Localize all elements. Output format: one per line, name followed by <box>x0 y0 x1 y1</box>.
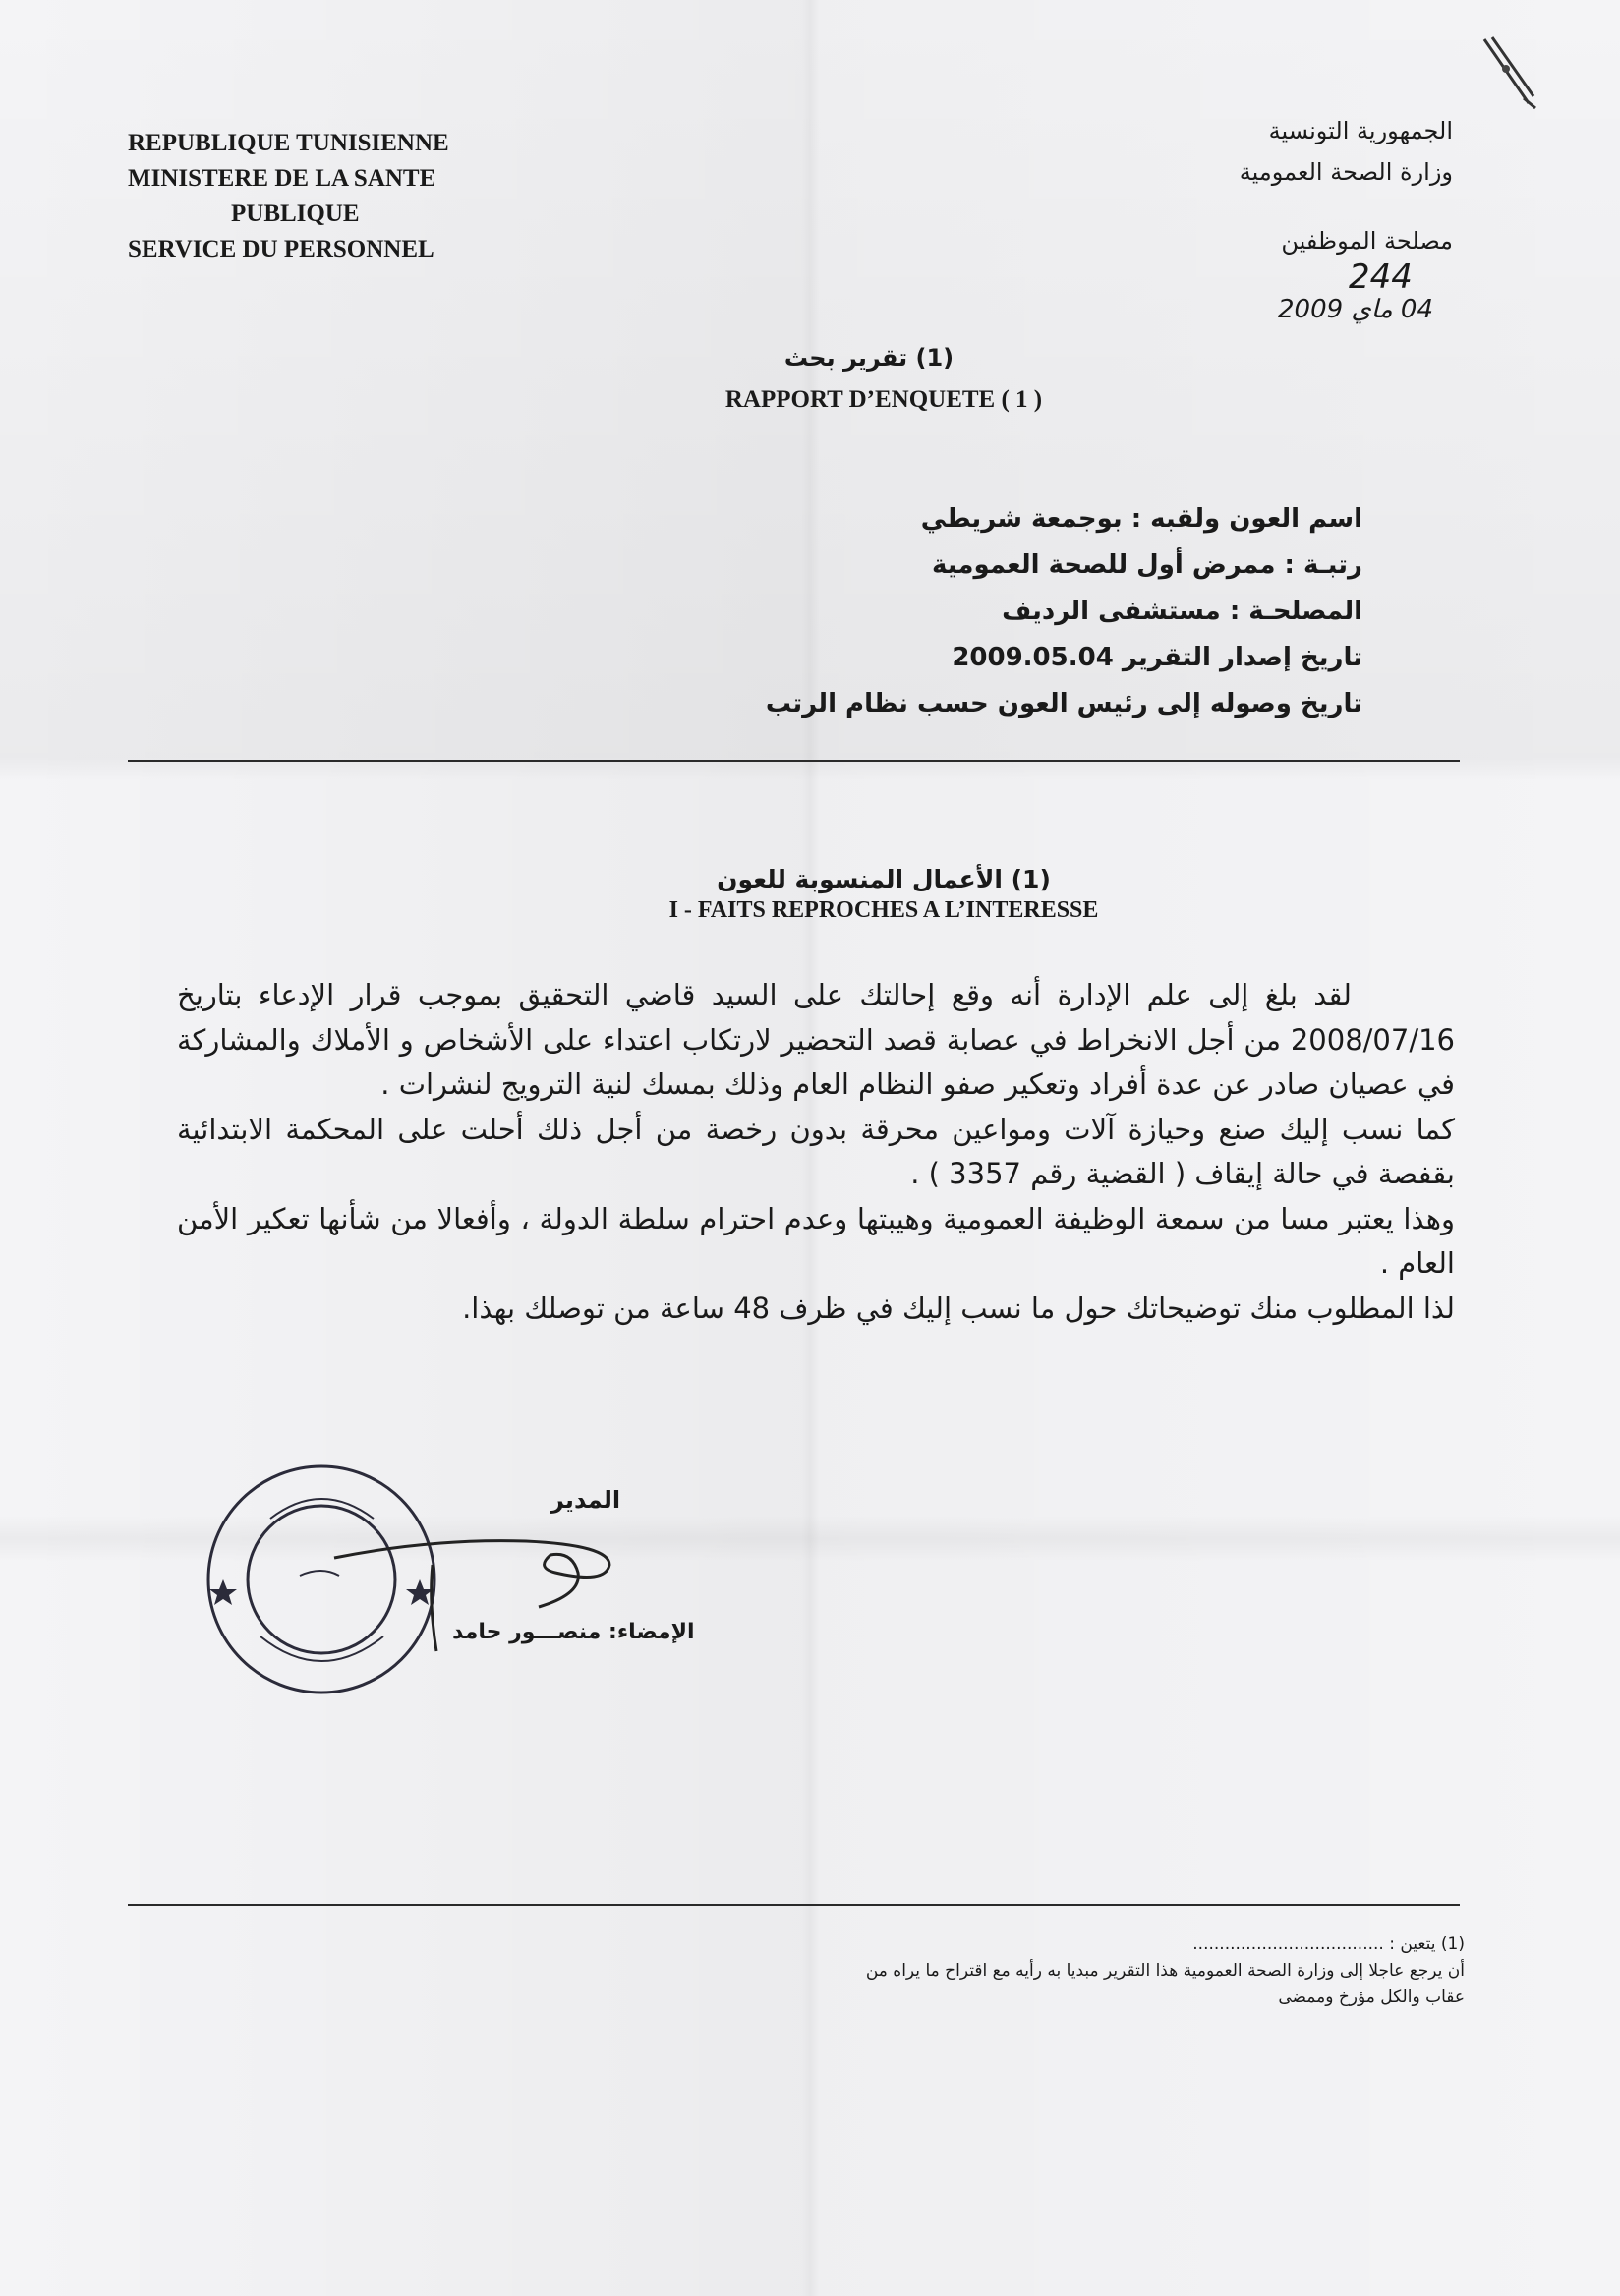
section-title-fr: I - FAITS REPROCHES A L’INTERESSE <box>668 897 1099 923</box>
body-paragraph-4: لذا المطلوب منك توضيحاتك حول ما نسب إليك في ظرف 48 ساعة من توصلك بهذا. <box>462 1291 1455 1325</box>
agent-name: اسم العون ولقبه : بوجمعة شريطي <box>920 504 1362 534</box>
header-ar-line1: الجمهورية التونسية <box>1268 117 1453 144</box>
footnote-line2: أن يرجع عاجلا إلى وزارة الصحة العمومية هذا التقرير مبديا به رأيه مع اقتراح ما يراه من <box>865 1961 1465 1980</box>
header-fr-line3: PUBLIQUE <box>231 201 360 227</box>
french-header <box>128 126 449 267</box>
header-fr-line1: REPUBLIQUE TUNISIENNE <box>128 130 449 156</box>
report-body <box>177 973 1455 1331</box>
paperclip-mark-icon <box>1475 29 1543 118</box>
body-paragraph-2: كما نسب إليك صنع وحيازة آلات ومواعين محرقة بدون رخصة من أجل ذلك أحلت على المحكمة الابتدائية بقفصة في حالة إيقاف ( القضية رقم 3357 ) . <box>177 1112 1455 1190</box>
divider-top <box>128 760 1460 762</box>
header-fr-line4: SERVICE DU PERSONNEL <box>128 236 434 262</box>
divider-footnote <box>128 1904 1460 1906</box>
header-ar-line2: وزارة الصحة العمومية <box>1239 158 1453 186</box>
signature-line: الإمضاء: منصـــور حامد <box>452 1620 695 1644</box>
reference-number: 244 <box>1349 258 1413 297</box>
report-arrival-date: تاريخ وصوله إلى رئيس العون حسب نظام الرتب <box>765 689 1362 718</box>
arabic-header <box>1240 110 1453 261</box>
agent-info <box>766 496 1362 727</box>
report-issue-date: تاريخ إصدار التقرير 2009.05.04 <box>952 643 1362 672</box>
director-label: المدير <box>550 1486 621 1514</box>
agent-service: المصلحـة : مستشفى الرديف <box>1002 597 1362 626</box>
section-title-ar: (1) الأعمال المنسوبة للعون <box>717 865 1051 893</box>
report-title-ar: (1) تقرير بحث <box>783 344 955 372</box>
header-ar-line3: مصلحة الموظفين <box>1281 227 1453 255</box>
footnote-dots: .................................... <box>1192 1934 1384 1954</box>
footnote-line1: (1) يتعين : <box>1389 1934 1465 1954</box>
body-paragraph-1: لقد بلغ إلى علم الإدارة أنه وقع إحالتك على السيد قاضي التحقيق بموجب قرار الإدعاء بتاريخ 2008/07/16 من أجل الانخراط في عصابة قصد التحضير لارتكاب اعتداء على الأشخاص و الأملاك والمشاركة في عصيان صادر عن عدة أفراد وتعكير صفو النظام العام وذلك بمسك لنية الترويج لنشرات . <box>177 978 1455 1101</box>
header-fr-line2: MINISTERE DE LA SANTE <box>128 165 436 192</box>
body-paragraph-3: وهذا يعتبر مسا من سمعة الوظيفة العمومية وهيبتها وعدم احترام سلطة الدولة ، وأفعالا من شأنها تعكير الأمن العام . <box>177 1201 1455 1280</box>
agent-grade: رتبـة : ممرض أول للصحة العمومية <box>931 550 1362 580</box>
footnote-line3: عقاب والكل مؤرخ وممضى <box>1278 1987 1465 2007</box>
report-title-fr: RAPPORT D’ENQUETE ( 1 ) <box>724 386 1043 413</box>
reference-date: 04 ماي 2009 <box>1278 295 1433 324</box>
footnote <box>654 1931 1465 2011</box>
